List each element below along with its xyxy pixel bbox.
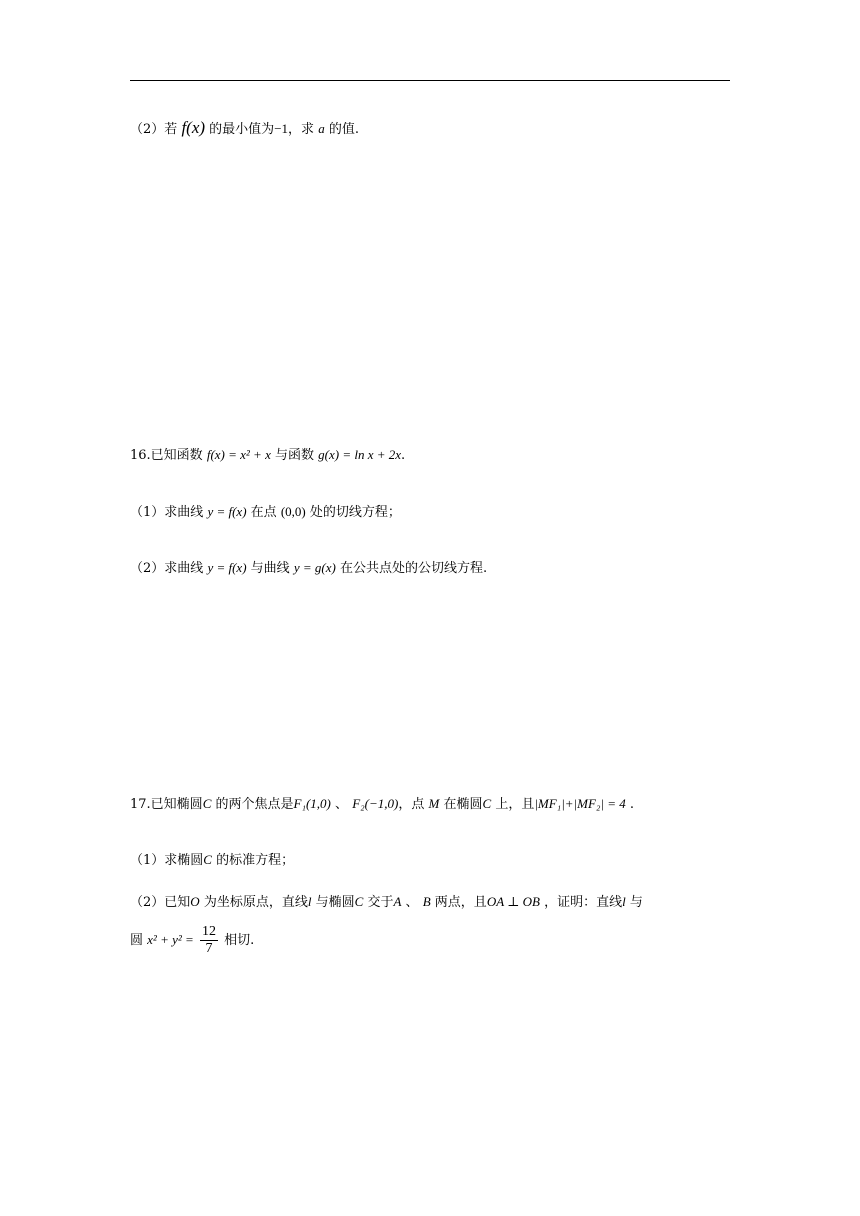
fraction-numerator: 12 bbox=[201, 924, 216, 939]
math-g-def: g(x) = ln x + 2x bbox=[318, 447, 402, 462]
q17-title: 17.已知椭圆C 的两个焦点是F₁(1,0) 、 F₂(−1,0)，点 M 在椭圆C 上，且|MF₁|+|MF₂| = 4 . bbox=[130, 796, 635, 812]
math-fx: f(x) bbox=[181, 118, 206, 137]
math-l: l bbox=[622, 894, 626, 909]
part-label: （1） bbox=[130, 853, 165, 868]
math-O: O bbox=[190, 894, 200, 909]
part-label: （1） bbox=[130, 505, 165, 520]
q17-part2-line2: 圆 x² + y² = $\frac{12}{7}$ 相切. bbox=[130, 924, 255, 956]
math-l: l bbox=[307, 894, 312, 909]
part-label: （2） bbox=[130, 561, 165, 576]
math-C: C bbox=[203, 852, 212, 867]
fraction-denominator: 7 bbox=[205, 941, 213, 956]
math-fraction bbox=[200, 924, 218, 957]
math-circle-lhs: x² + y² = bbox=[147, 932, 194, 947]
math-perpendicular: OA ⊥ OB bbox=[486, 894, 540, 909]
q16-title: 16.已知函数 f(x) = x² + x 与函数 g(x) = ln x + 2x. bbox=[130, 447, 406, 463]
math-curve-f: y = f(x) bbox=[207, 560, 247, 575]
math-focal-sum: |MF₁|+|MF₂| = 4 bbox=[534, 796, 626, 811]
math-M: M bbox=[428, 796, 440, 811]
math-C: C bbox=[482, 796, 492, 811]
q17-part1: （1）求椭圆C 的标准方程； bbox=[130, 852, 295, 868]
math-point: (0,0) bbox=[280, 504, 306, 519]
math-B: B bbox=[422, 894, 431, 909]
math-C: C bbox=[354, 894, 364, 909]
q16-part1: （1）求曲线 y = f(x) 在点 (0,0) 处的切线方程； bbox=[130, 504, 401, 520]
math-A: A bbox=[393, 894, 402, 909]
q16-part2: （2）求曲线 y = f(x) 与曲线 y = g(x) 在公共点处的公切线方程. bbox=[130, 560, 488, 576]
math-f-def: f(x) = x² + x bbox=[206, 447, 271, 462]
q15-part2: （2）若 f(x) 的最小值为−1，求 a 的值. bbox=[130, 118, 359, 137]
math-C: C bbox=[202, 796, 212, 811]
part-label: （2） bbox=[130, 122, 165, 137]
q17-part2-line1: （2）已知O 为坐标原点，直线l 与椭圆C 交于A 、 B 两点，且OA ⊥ OB ，证明：直线l 与 bbox=[130, 894, 643, 910]
part-label: （2） bbox=[130, 895, 165, 910]
math-F1: F₁(1,0) bbox=[293, 796, 331, 811]
math-F2: F₂(−1,0) bbox=[352, 796, 399, 811]
math-curve: y = f(x) bbox=[207, 504, 247, 519]
math-a: a bbox=[318, 121, 325, 136]
math-min-value: −1 bbox=[274, 121, 289, 136]
math-curve-g: y = g(x) bbox=[293, 560, 336, 575]
header-rule bbox=[130, 80, 730, 81]
